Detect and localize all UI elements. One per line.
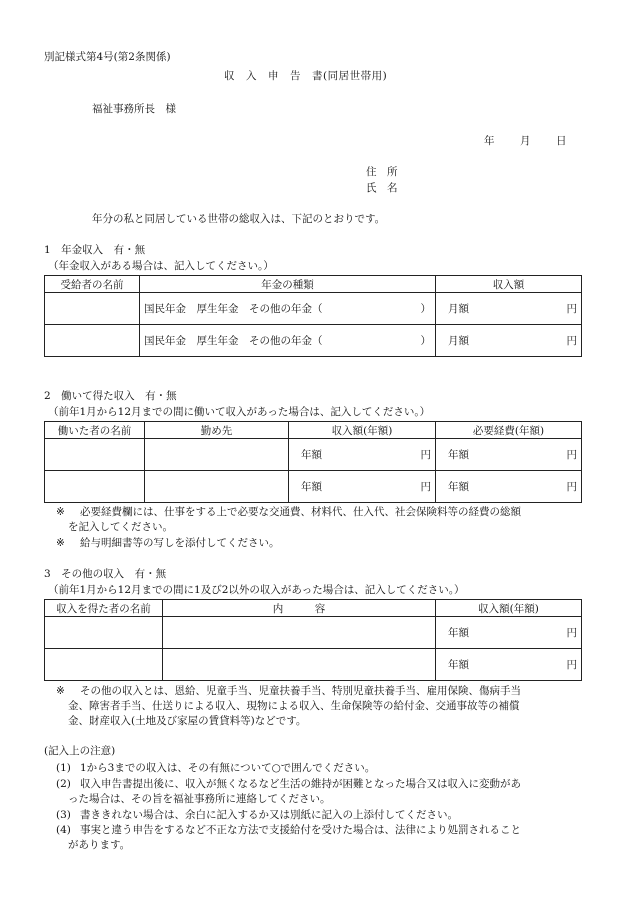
employer-cell[interactable] bbox=[145, 471, 289, 503]
amount-cell[interactable] bbox=[436, 649, 582, 681]
date-day: 日 bbox=[556, 135, 567, 147]
table-row bbox=[45, 649, 582, 681]
section3-heading: 3 その他の収入 有・無 bbox=[44, 568, 167, 580]
column-header: 受給者の名前 bbox=[45, 276, 140, 293]
table-row bbox=[45, 471, 582, 503]
addressee: 福祉事務所長 様 bbox=[92, 103, 176, 115]
earner-name-cell[interactable] bbox=[45, 617, 163, 649]
column-header: 年金の種類 bbox=[140, 276, 436, 293]
column-header: 収入を得た者の名前 bbox=[45, 600, 163, 617]
pension-type-close: ） bbox=[420, 303, 431, 315]
amount-cell[interactable] bbox=[436, 293, 582, 325]
table-row bbox=[45, 293, 582, 325]
instruction-line: 1から3までの収入は、その有無について○で囲んでください。 bbox=[80, 762, 376, 774]
instruction-number: (1) bbox=[56, 762, 71, 774]
amount-unit: 円 bbox=[566, 659, 577, 671]
section3-subheading: （前年1月から12月までの間に1及び2以外の収入があった場合は、記入してください。） bbox=[48, 584, 465, 596]
recipient-name-cell[interactable] bbox=[45, 293, 140, 325]
pension-type-close: ） bbox=[420, 335, 431, 347]
income-label: 年額 bbox=[301, 449, 322, 461]
content-cell[interactable] bbox=[163, 617, 436, 649]
pension-type-cell bbox=[140, 293, 436, 325]
expense-unit: 円 bbox=[566, 449, 577, 461]
earner-name-cell[interactable] bbox=[45, 649, 163, 681]
amount-unit: 円 bbox=[566, 303, 577, 315]
worker-name-cell[interactable] bbox=[45, 471, 145, 503]
note-line: その他の収入とは、恩給、児童手当、児童扶養手当、特別児童扶養手当、雇用保険、傷病手当 bbox=[80, 685, 521, 697]
pension-type-text: 国民年金 厚生年金 その他の年金（ bbox=[144, 303, 323, 315]
note-mark: ※ bbox=[56, 506, 65, 518]
note-mark: ※ bbox=[56, 537, 65, 549]
table-header-row bbox=[45, 276, 582, 293]
address-label: 住 所 bbox=[366, 166, 398, 178]
column-header: 収入額 bbox=[436, 276, 582, 293]
note-line: を記入してください。 bbox=[68, 521, 173, 533]
note-expenses bbox=[56, 505, 586, 535]
table-header-row bbox=[45, 600, 582, 617]
amount-cell[interactable] bbox=[436, 617, 582, 649]
instruction-item bbox=[56, 808, 596, 823]
income-label: 年額 bbox=[301, 481, 322, 493]
instruction-item bbox=[56, 823, 596, 853]
instruction-item bbox=[56, 761, 596, 776]
column-header: 必要経費(年額) bbox=[436, 422, 582, 439]
income-cell[interactable] bbox=[289, 471, 436, 503]
form-number: 別記様式第4号(第2条関係) bbox=[44, 51, 171, 63]
income-unit: 円 bbox=[420, 449, 431, 461]
name-label: 氏 名 bbox=[366, 182, 398, 194]
instruction-line: った場合は、その旨を福祉事務所に連絡してください。 bbox=[68, 793, 331, 805]
table-row bbox=[45, 325, 582, 357]
income-cell[interactable] bbox=[289, 439, 436, 471]
instruction-number: (2) bbox=[56, 778, 71, 790]
work-income-table bbox=[44, 421, 582, 503]
expense-label: 年額 bbox=[448, 481, 469, 493]
column-header: 勤め先 bbox=[145, 422, 289, 439]
column-header: 収入額(年額) bbox=[289, 422, 436, 439]
page-title: 収 入 申 告 書(同居世帯用) bbox=[224, 70, 388, 82]
pension-table bbox=[44, 275, 582, 357]
amount-unit: 円 bbox=[566, 627, 577, 639]
instruction-number: (4) bbox=[56, 824, 71, 836]
column-header: 収入額(年額) bbox=[436, 600, 582, 617]
instructions-heading: (記入上の注意) bbox=[44, 745, 116, 757]
expense-cell[interactable] bbox=[436, 471, 582, 503]
date-year: 年 bbox=[484, 135, 495, 147]
amount-label: 月額 bbox=[448, 303, 469, 315]
table-row bbox=[45, 617, 582, 649]
intro-text: 年分の私と同居している世帯の総収入は、下記のとおりです。 bbox=[92, 213, 386, 225]
column-header: 内 容 bbox=[163, 600, 436, 617]
instruction-line: 事実と違う申告をするなど不正な方法で支援給付を受けた場合は、法律により処罰されること bbox=[80, 824, 521, 836]
note-other-income bbox=[56, 684, 586, 729]
note-line: 必要経費欄には、仕事をする上で必要な交通費、材料代、仕入代、社会保険料等の経費の総額 bbox=[80, 506, 521, 518]
pension-type-cell bbox=[140, 325, 436, 357]
other-income-table bbox=[44, 599, 582, 681]
instruction-item bbox=[56, 777, 596, 807]
note-line: 金、障害者手当、仕送りによる収入、現物による収入、生命保険等の給付金、交通事故等の補償 bbox=[68, 700, 520, 712]
table-header-row bbox=[45, 422, 582, 439]
instruction-line: 書ききれない場合は、余白に記入するか又は別紙に記入の上添付してください。 bbox=[80, 809, 458, 821]
note-payslip bbox=[56, 536, 586, 551]
note-line: 金、財産収入(土地及び家屋の賃貸料等)などです。 bbox=[68, 715, 307, 727]
amount-unit: 円 bbox=[566, 335, 577, 347]
expense-cell[interactable] bbox=[436, 439, 582, 471]
note-line: 給与明細書等の写しを添付してください。 bbox=[80, 537, 280, 549]
section1-subheading: （年金収入がある場合は、記入してください。） bbox=[48, 260, 274, 272]
section1-heading: 1 年金収入 有・無 bbox=[44, 244, 146, 256]
worker-name-cell[interactable] bbox=[45, 439, 145, 471]
pension-type-text: 国民年金 厚生年金 その他の年金（ bbox=[144, 335, 323, 347]
table-row bbox=[45, 439, 582, 471]
expense-unit: 円 bbox=[566, 481, 577, 493]
amount-label: 月額 bbox=[448, 335, 469, 347]
section2-subheading: （前年1月から12月までの間に働いて収入があった場合は、記入してください。） bbox=[48, 406, 431, 418]
recipient-name-cell[interactable] bbox=[45, 325, 140, 357]
instruction-line: 収入申告書提出後に、収入が無くなるなど生活の維持が困難となった場合又は収入に変動があ bbox=[80, 778, 521, 790]
expense-label: 年額 bbox=[448, 449, 469, 461]
section2-heading: 2 働いて得た収入 有・無 bbox=[44, 390, 177, 402]
amount-cell[interactable] bbox=[436, 325, 582, 357]
amount-label: 年額 bbox=[448, 627, 469, 639]
column-header: 働いた者の名前 bbox=[45, 422, 145, 439]
employer-cell[interactable] bbox=[145, 439, 289, 471]
date-month: 月 bbox=[520, 135, 531, 147]
income-unit: 円 bbox=[420, 481, 431, 493]
amount-label: 年額 bbox=[448, 659, 469, 671]
content-cell[interactable] bbox=[163, 649, 436, 681]
instruction-number: (3) bbox=[56, 809, 71, 821]
instruction-line: があります。 bbox=[68, 839, 131, 851]
note-mark: ※ bbox=[56, 685, 65, 697]
